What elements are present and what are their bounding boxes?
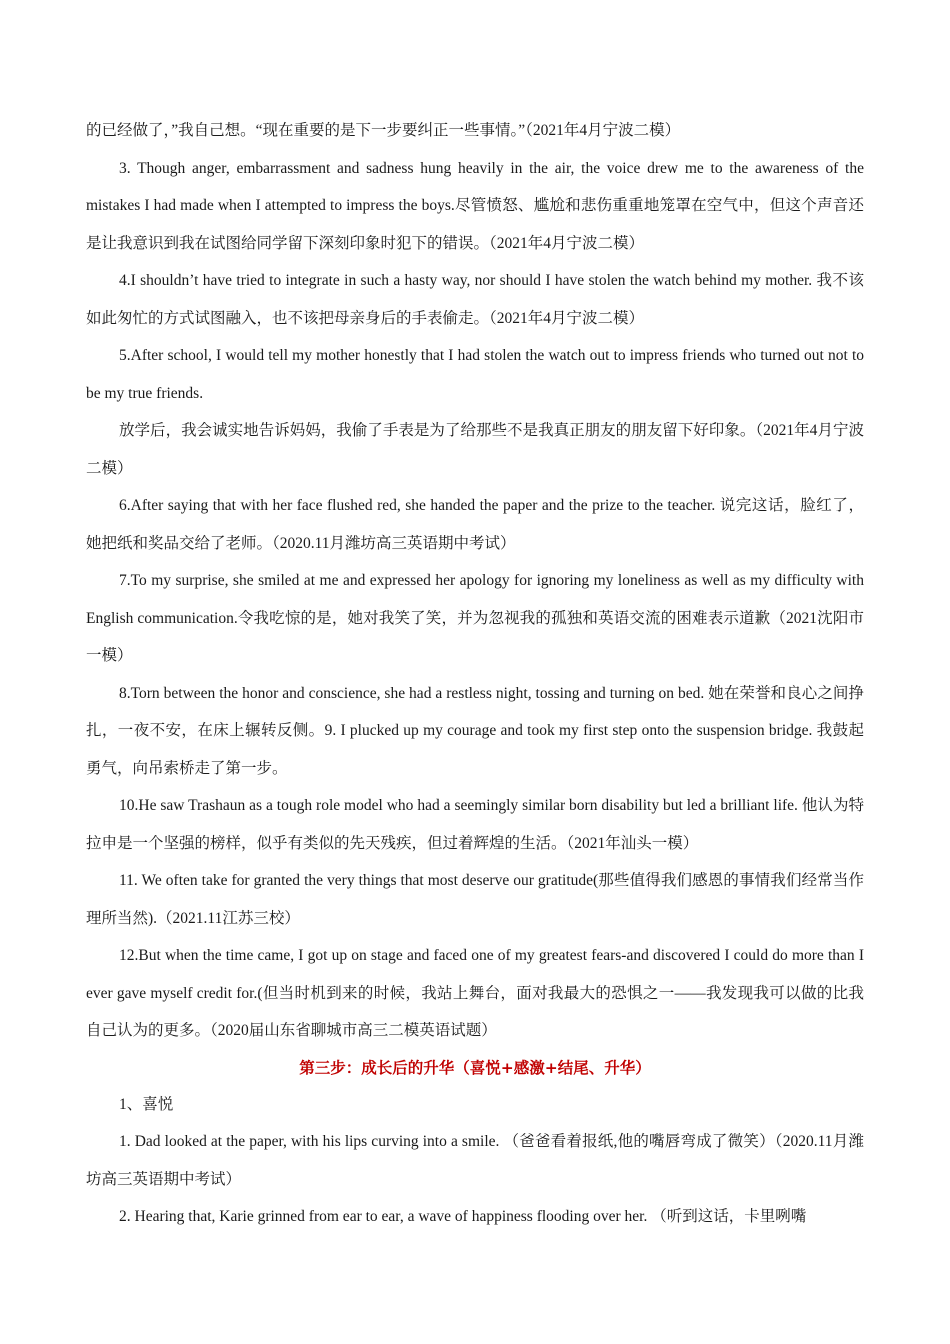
paragraph-4: 4.I shouldn’t have tried to integrate in such a hasty way, nor should I have stolen the watch behind my mother. 我不该如此匆忙的方式试图融入，也不该把母亲身后的手表偷走。（2021年4月宁波二模）	[86, 272, 864, 327]
paragraph-continuation: 的已经做了，”我自己想。“现在重要的是下一步要纠正一些事情。”（2021年4月宁波二模）	[86, 122, 681, 139]
paragraph-5-translation: 放学后，我会诚实地告诉妈妈，我偷了手表是为了给那些不是我真正朋友的朋友留下好印象。（2021年4月宁波二模）	[86, 422, 864, 477]
paragraph-3: 3. Though anger, embarrassment and sadness hung heavily in the air, the voice drew me to the awareness of the mistakes I had made when I attempted to impress the boys.尽管愤怒、尴尬和悲伤重重地笼罩在空气中，但这个声音还是让我意识到我在试图给同学留下深刻印象时犯下的错误。（2021年4月宁波二模）	[86, 159, 864, 252]
paragraph-8-9: 8.Torn between the honor and conscience, she had a restless night, tossing and turning on bed. 她在荣誉和良心之间挣扎，一夜不安，在床上辗转反侧。9. I plucked up my courage and took my first step onto the suspension bridge. 我鼓起勇气，向吊索桥走了第一步。	[86, 684, 864, 777]
paragraph-11: 11. We often take for granted the very things that most deserve our gratitude(那些值得我们感恩的事情我们经常当作理所当然).（2021.11江苏三校）	[86, 872, 864, 927]
paragraph-7: 7.To my surprise, she smiled at me and expressed her apology for ignoring my loneliness as well as my difficulty with English communication.令我吃惊的是，她对我笑了笑，并为忽视我的孤独和英语交流的困难表示道歉（2021沈阳市一模）	[86, 572, 864, 664]
paragraph-12: 12.But when the time came, I got up on stage and faced one of my greatest fears-and discovered I could do more than I ever gave myself credit for.(但当时机到来的时候，我站上舞台，面对我最大的恐惧之一——我发现我可以做的比我自己认为的更多。（2020届山东省聊城市高三二模英语试题）	[86, 947, 864, 1039]
joy-paragraph-1: 1. Dad looked at the paper, with his lips curving into a smile. （爸爸看着报纸,他的嘴唇弯成了微笑）（2020.11月潍坊高三英语期中考试）	[86, 1133, 864, 1188]
document-page	[86, 112, 864, 1236]
paragraph-6: 6.After saying that with her face flushed red, she handed the paper and the prize to the teacher. 说完这话，脸红了，她把纸和奖品交给了老师。（2020.11月潍坊高三英语期中考试）	[86, 497, 864, 552]
paragraph-5: 5.After school, I would tell my mother honestly that I had stolen the watch out to impress friends who turned out not to be my true friends.	[86, 347, 864, 402]
paragraph-10: 10.He saw Trashaun as a tough role model who had a seemingly similar born disability but led a brilliant life. 他认为特拉申是一个坚强的榜样，似乎有类似的先天残疾，但过着辉煌的生活。（2021年汕头一模）	[86, 797, 864, 852]
section-heading: 第三步：成长后的升华（喜悦+感激+结尾、升华）	[299, 1058, 651, 1077]
joy-paragraph-2: 2. Hearing that, Karie grinned from ear to ear, a wave of happiness flooding over her. （听到这话，卡里咧嘴	[119, 1208, 807, 1225]
subsection-label: 1、喜悦	[119, 1095, 174, 1113]
